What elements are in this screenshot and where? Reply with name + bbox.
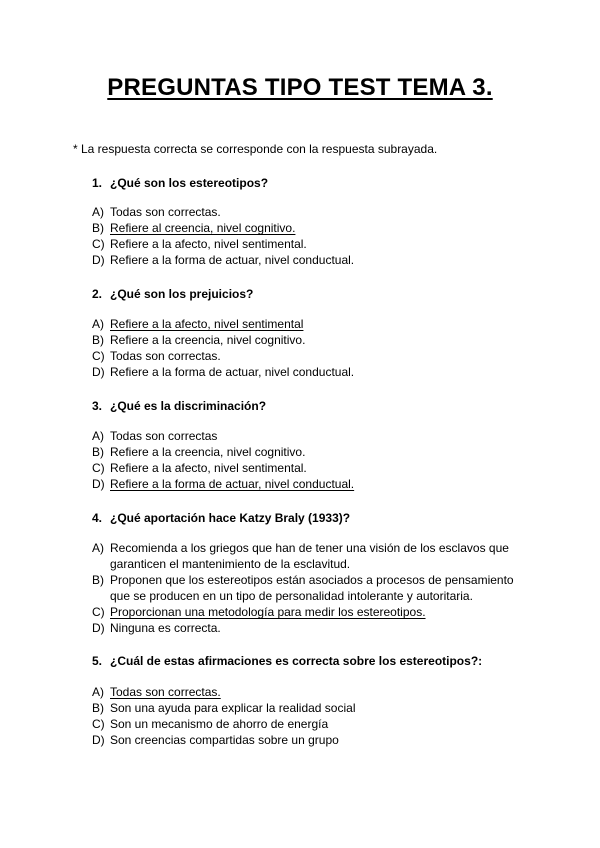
question-4 — [92, 511, 562, 525]
page-title: PREGUNTAS TIPO TEST TEMA 3. — [107, 74, 493, 101]
answer-option: C) Refiere a la afecto, nivel sentimental. — [92, 461, 307, 475]
answer-option: D) Refiere a la forma de actuar, nivel conductual. — [92, 253, 355, 267]
answer-option: D) Son creencias compartidas sobre un grupo — [92, 733, 339, 747]
question-5 — [92, 654, 562, 668]
answer-option: D) Ninguna es correcta. — [92, 621, 221, 635]
question-number: 5. — [92, 654, 103, 668]
answer-option: C) Son un mecanismo de ahorro de energía — [92, 717, 329, 731]
answer-option: B) Son una ayuda para explicar la realidad social — [92, 701, 356, 715]
answer-option-correct: A) Refiere a la afecto, nivel sentimental — [92, 317, 304, 331]
answer-option: A) Todas son correctas — [92, 429, 218, 443]
answer-option: A) Recomienda a los griegos que han de tener una visión de los esclavos que garanticen el mantenimiento de la esclavitud. — [92, 541, 509, 571]
answer-option: C) Todas son correctas. — [92, 349, 221, 363]
answer-option: B) Proponen que los estereotipos están asociados a procesos de pensamiento que se producen en un tipo de personalidad intolerante y autoritaria. — [92, 573, 514, 603]
question-text: ¿Qué son los estereotipos? — [110, 176, 269, 190]
answer-option: B) Refiere a la creencia, nivel cognitivo. — [92, 333, 306, 347]
question-number: 2. — [92, 287, 103, 301]
answer-option-correct: D) Refiere a la forma de actuar, nivel conductual. — [92, 477, 355, 491]
question-text: ¿Cuál de estas afirmaciones es correcta sobre los estereotipos?: — [110, 654, 483, 668]
question-text: ¿Qué es la discriminación? — [110, 399, 267, 413]
answer-option: B) Refiere a la creencia, nivel cognitivo. — [92, 445, 306, 459]
answers-5 — [92, 684, 532, 748]
question-number: 3. — [92, 399, 103, 413]
answer-option: D) Refiere a la forma de actuar, nivel conductual. — [92, 365, 355, 379]
answers-3 — [92, 428, 532, 492]
answer-option: A) Todas son correctas. — [92, 205, 221, 219]
answers-2 — [92, 316, 532, 380]
question-2 — [92, 287, 562, 301]
instructions-note: * La respuesta correcta se corresponde con la respuesta subrayada. — [73, 142, 438, 156]
question-text: ¿Qué aportación hace Katzy Braly (1933)? — [110, 511, 351, 525]
question-1 — [92, 176, 562, 190]
answer-option-correct: B) Refiere al creencia, nivel cognitivo. — [92, 221, 296, 235]
question-number: 1. — [92, 176, 103, 190]
answer-option-correct: C) Proporcionan una metodología para medir los estereotipos. — [92, 605, 426, 619]
question-3 — [92, 399, 562, 413]
answer-option: C) Refiere a la afecto, nivel sentimental. — [92, 237, 307, 251]
answers-1 — [92, 204, 532, 268]
question-number: 4. — [92, 511, 103, 525]
answers-4 — [92, 540, 522, 636]
question-text: ¿Qué son los prejuicios? — [110, 287, 254, 301]
answer-option-correct: A) Todas son correctas. — [92, 685, 221, 699]
